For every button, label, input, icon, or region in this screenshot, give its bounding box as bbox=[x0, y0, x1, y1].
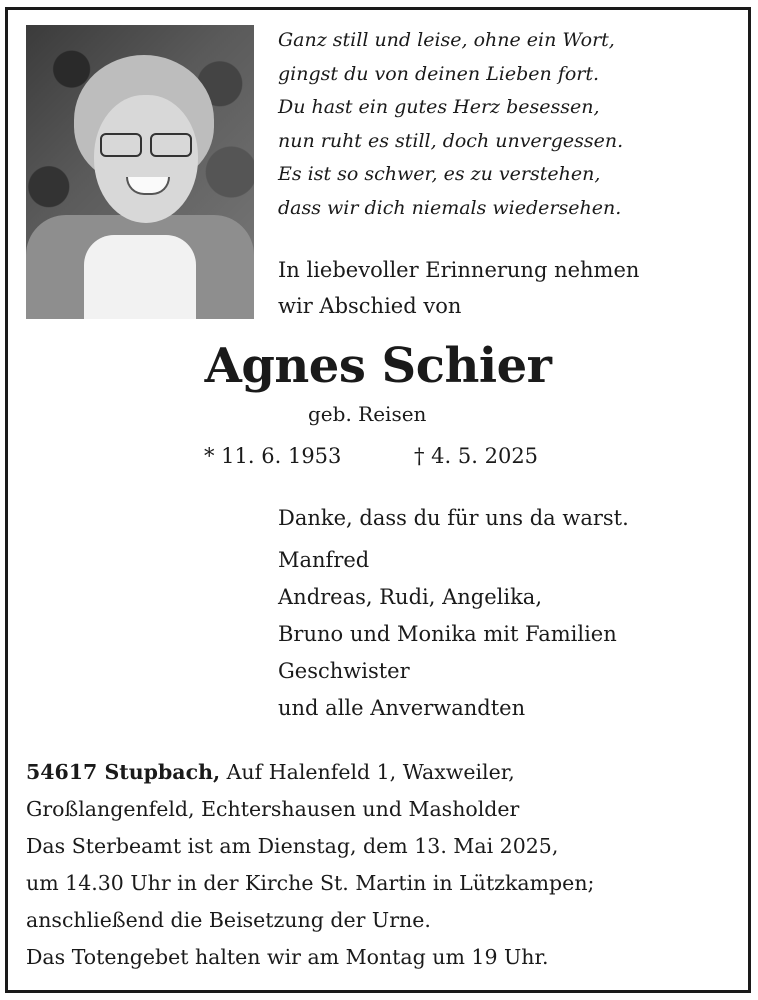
service-line: Das Totengebet halten wir am Montag um 19 Uhr. bbox=[26, 945, 549, 969]
photo-face bbox=[94, 95, 198, 223]
deceased-name: Agnes Schier bbox=[204, 338, 552, 394]
poem-line: Du hast ein gutes Herz besessen, bbox=[278, 96, 600, 118]
address-street: Auf Halenfeld 1, Waxweiler, bbox=[220, 760, 515, 784]
obituary-notice bbox=[5, 7, 751, 993]
mourner-line: Manfred bbox=[278, 548, 370, 572]
mourner-line: Geschwister bbox=[278, 659, 410, 683]
photo-glasses bbox=[100, 133, 192, 155]
photo-shirt bbox=[84, 235, 196, 319]
poem-line: gingst du von deinen Lieben fort. bbox=[278, 62, 600, 85]
memorial-poem bbox=[278, 24, 738, 225]
poem-line: dass wir dich niemals wiedersehen. bbox=[278, 196, 622, 219]
mourner-line: Bruno und Monika mit Familien bbox=[278, 622, 617, 646]
death-date: † 4. 5. 2025 bbox=[414, 444, 539, 468]
service-line: Das Sterbeamt ist am Dienstag, dem 13. Mai 2025, bbox=[26, 834, 559, 858]
address-and-service bbox=[26, 754, 741, 976]
poem-line: nun ruht es still, doch unvergessen. bbox=[278, 129, 624, 152]
mourner-line: Andreas, Rudi, Angelika, bbox=[278, 585, 543, 609]
birth-date: * 11. 6. 1953 bbox=[204, 444, 342, 468]
farewell-intro bbox=[278, 252, 738, 324]
mourner-line: und alle Anverwandten bbox=[278, 696, 526, 720]
poem-line: Es ist so schwer, es zu verstehen, bbox=[278, 163, 601, 185]
service-line: anschließend die Beisetzung der Urne. bbox=[26, 908, 431, 932]
maiden-name: geb. Reisen bbox=[308, 402, 427, 426]
poem-line: Ganz still und leise, ohne ein Wort, bbox=[278, 29, 615, 51]
mourners-list bbox=[278, 542, 617, 727]
service-line: um 14.30 Uhr in der Kirche St. Martin in Lützkampen; bbox=[26, 871, 595, 895]
address-line-1 bbox=[26, 754, 741, 791]
intro-line: wir Abschied von bbox=[278, 294, 462, 318]
portrait-photo bbox=[26, 25, 254, 319]
thanks-line: Danke, dass du für uns da warst. bbox=[278, 506, 629, 530]
address-line-2: Großlangenfeld, Echtershausen und Masholder bbox=[26, 797, 520, 821]
address-town: 54617 Stupbach, bbox=[26, 760, 221, 784]
intro-line: In liebevoller Erinnerung nehmen bbox=[278, 258, 640, 282]
